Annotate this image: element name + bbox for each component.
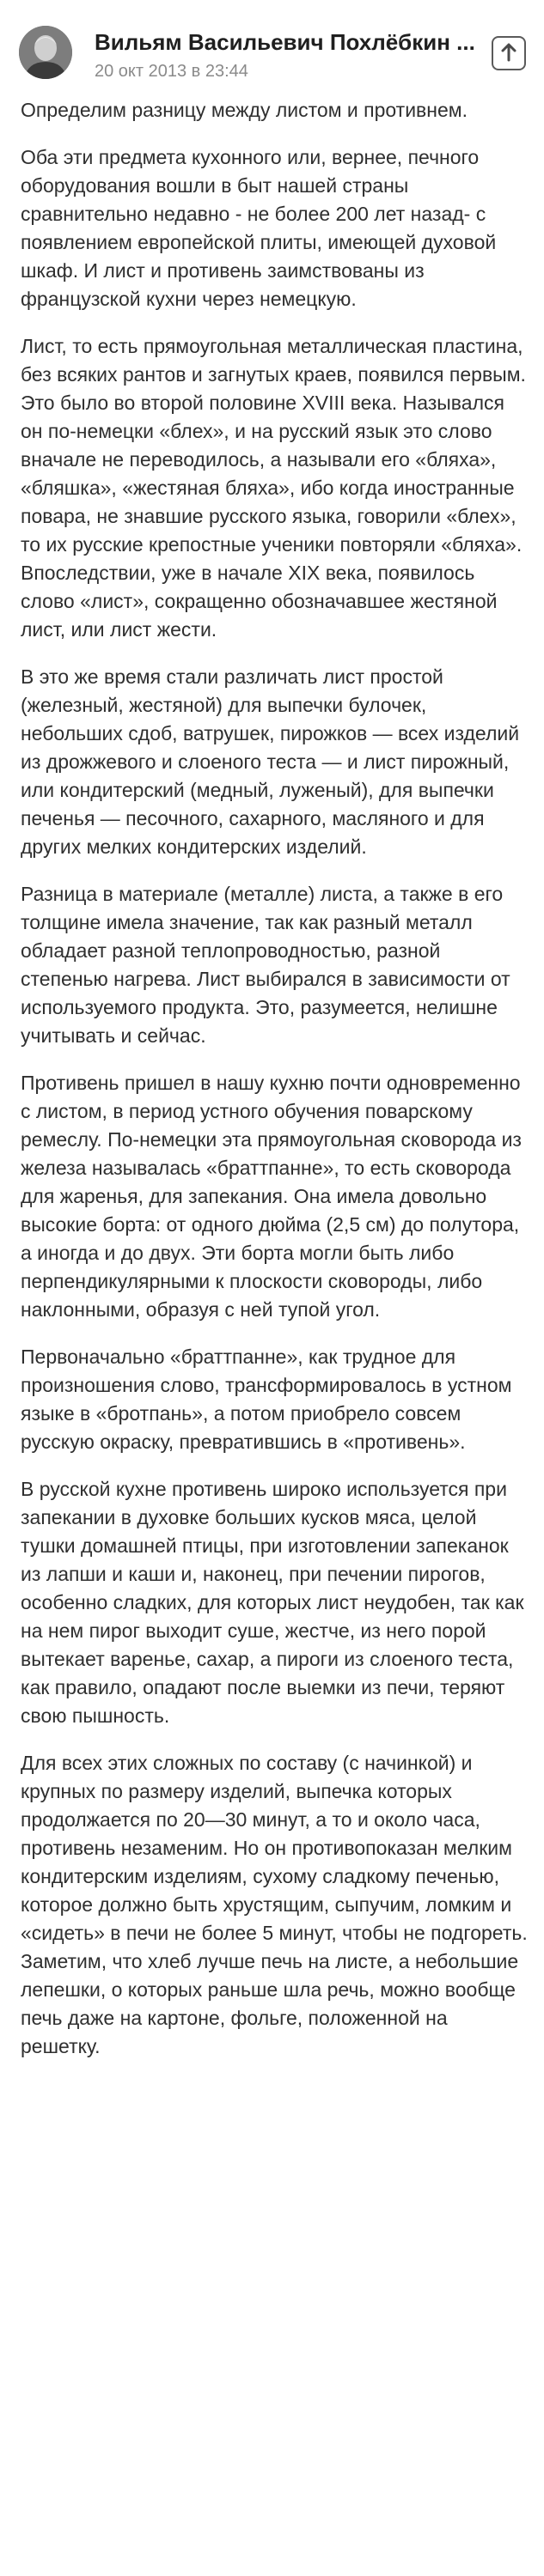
share-button[interactable] bbox=[492, 36, 526, 70]
post-date: 20 окт 2013 в 23:44 bbox=[95, 62, 248, 81]
paragraph: Противень пришел в нашу кухню почти одновременно с листом, в период устного обучения поварскому ремеслу. По-немецки эта прямоугольная сковорода из железа называлась «браттпанне», то есть сковорода для жаренья, для запекания. Она имела довольно высокие борта: от одного дюйма (2,5 см) до полутора, а иногда и до двух. Эти борта могли быть либо перпендикулярными к плоскости сковороды, либо наклонными, образуя с ней тупой угол. bbox=[21, 1072, 522, 1321]
post-body bbox=[21, 96, 528, 2080]
paragraph: Лист, то есть прямоугольная металлическая пластина, без всяких рантов и загнутых краев, появился первым. Это было во второй половине XVIII века. Назывался он по-немецки «блех», и на русский язык это слово вначале не переводилось, а называли его «бляха», «бляшка», «жестяная бляха», ибо когда иностранные повара, не знавшие русского языка, говорили «блех», то их русские крепостные ученики повторяли «бляха». Впоследствии, уже в начале XIX века, появилось слово «лист», сокращенно обозначавшее жестяной лист, или лист жести. bbox=[21, 335, 526, 641]
author-name[interactable]: Вильям Васильевич Похлёбкин ... bbox=[95, 29, 475, 55]
paragraph: Разница в материале (металле) листа, а также в его толщине имела значение, так как разный металл обладает разной теплопроводностью, разной степенью нагрева. Лист выбирался в зависимости от используемого продукта. Это, разумеется, нелишне учитывать и сейчас. bbox=[21, 883, 510, 1047]
paragraph: Определим разницу между листом и противнем. bbox=[21, 99, 468, 121]
share-icon bbox=[493, 38, 524, 69]
paragraph: Оба эти предмета кухонного или, вернее, печного оборудования вошли в быт нашей страны сравнительно недавно - не более 200 лет назад- с появлением европейской плиты, имеющей духовой шкаф. И лист и противень заимствованы из французской кухни через немецкую. bbox=[21, 146, 497, 310]
avatar-portrait-icon bbox=[19, 26, 72, 79]
paragraph: Первоначально «браттпанне», как трудное для произношения слово, трансформировалось в устном языке в «бротпань», а потом приобрело совсем русскую окраску, превратившись в «противень». bbox=[21, 1346, 512, 1453]
post-header bbox=[0, 0, 544, 79]
paragraph: В это же время стали различать лист простой (железный, жестяной) для выпечки булочек, небольших сдоб, ватрушек, пирожков — всех изделий из дрожжевого и слоеного теста — и лист пирожный, или кондитерский (медный, луженый), для выпечки печенья — песочного, сахарного, масляного и для других мелких кондитерских изделий. bbox=[21, 665, 520, 858]
paragraph: Для всех этих сложных по составу (с начинкой) и крупных по размеру изделий, выпечка которых продолжается по 20—30 минут, а то и около часа, противень незаменим. Но он противопоказан мелким кондитерским изделиям, сухому сладкому печенью, которое должно быть хрустящим, сыпучим, ломким и «сидеть» в печи не более 5 минут, чтобы не подгореть. bbox=[21, 1752, 528, 1944]
paragraph: В русской кухне противень широко используется при запекании в духовке больших кусков мяса, целой тушки домашней птицы, при изготовлении запеканок из лапши и каши и, наконец, при печении пирогов, особенно сладких, для которых лист неудобен, так как на нем пирог выходит суше, жестче, из него порой вытекает варенье, сахар, а пироги из слоеного теста, как правило, опадают после выемки из печи, теряют свою пышность. bbox=[21, 1478, 524, 1727]
paragraph: Заметим, что хлеб лучше печь на листе, а небольшие лепешки, о которых раньше шла речь, можно вообще печь даже на картоне, фольге, положенной на решетку. bbox=[21, 1950, 519, 2057]
author-avatar[interactable] bbox=[19, 26, 72, 79]
